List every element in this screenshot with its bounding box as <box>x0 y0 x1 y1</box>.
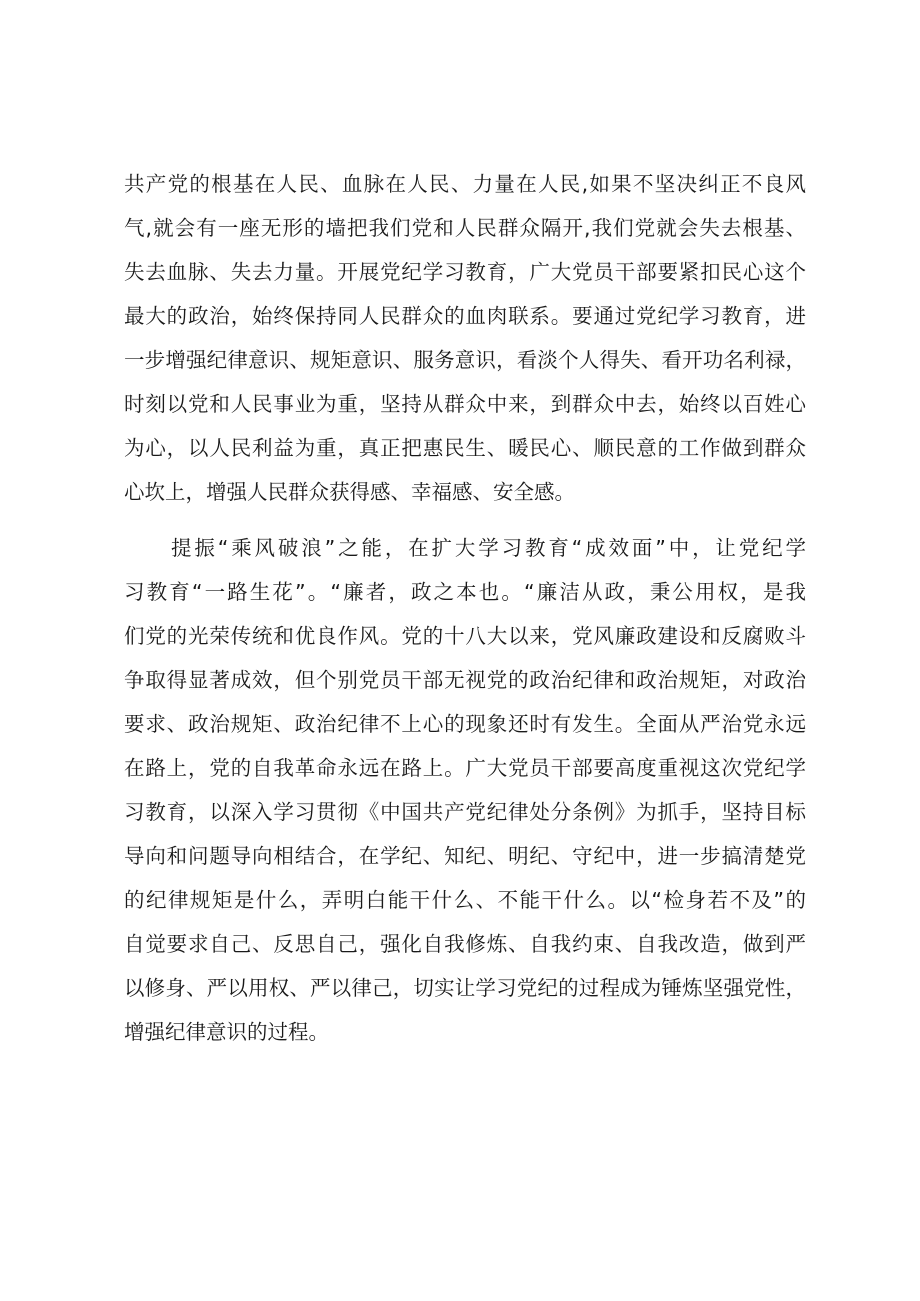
paragraph-line: 习教育“一路生花”。“廉者，政之本也。“廉洁从政，秉公用权，是我 <box>124 580 806 604</box>
paragraph-line: 共产党的根基在人民、血脉在人民、力量在人民,如果不坚决纠正不良风 <box>124 172 806 196</box>
paragraph-line: 们党的光荣传统和优良作风。党的十八大以来，党风廉政建设和反腐败斗 <box>124 624 806 648</box>
paragraph-line: 时刻以党和人民事业为重，坚持从群众中来，到群众中去，始终以百姓心 <box>124 392 806 416</box>
paragraph-line: 为心，以人民利益为重，真正把惠民生、暖民心、顺民意的工作做到群众 <box>124 436 806 460</box>
paragraph-line: 自觉要求自己、反思自己，强化自我修炼、自我约束、自我改造，做到严 <box>124 932 806 956</box>
paragraph-line: 提振“乘风破浪”之能，在扩大学习教育“成效面”中，让党纪学 <box>171 536 806 560</box>
paragraph-line: 气,就会有一座无形的墙把我们党和人民群众隔开,我们党就会失去根基、 <box>124 216 806 240</box>
paragraph-line: 要求、政治规矩、政治纪律不上心的现象还时有发生。全面从严治党永远 <box>124 712 806 736</box>
paragraph-line: 导向和问题导向相结合，在学纪、知纪、明纪、守纪中，进一步搞清楚党 <box>124 844 806 868</box>
paragraph-line: 以修身、严以用权、严以律己，切实让学习党纪的过程成为锤炼坚强党性， <box>124 976 806 1000</box>
paragraph-line: 增强纪律意识的过程。 <box>124 1020 329 1044</box>
paragraph-line: 习教育，以深入学习贯彻《中国共产党纪律处分条例》为抓手，坚持目标 <box>124 800 806 824</box>
paragraph-line: 在路上，党的自我革命永远在路上。广大党员干部要高度重视这次党纪学 <box>124 756 806 780</box>
paragraph-line: 心坎上，增强人民群众获得感、幸福感、安全感。 <box>124 480 575 504</box>
paragraph-line: 失去血脉、失去力量。开展党纪学习教育，广大党员干部要紧扣民心这个 <box>124 260 806 284</box>
paragraph-line: 争取得显著成效，但个别党员干部无视党的政治纪律和政治规矩，对政治 <box>124 668 806 692</box>
paragraph-line: 的纪律规矩是什么，弄明白能干什么、不能干什么。以“检身若不及”的 <box>124 888 806 912</box>
paragraph-line: 最大的政治，始终保持同人民群众的血肉联系。要通过党纪学习教育，进 <box>124 304 806 328</box>
paragraph-line: 一步增强纪律意识、规矩意识、服务意识，看淡个人得失、看开功名利禄， <box>124 348 806 372</box>
